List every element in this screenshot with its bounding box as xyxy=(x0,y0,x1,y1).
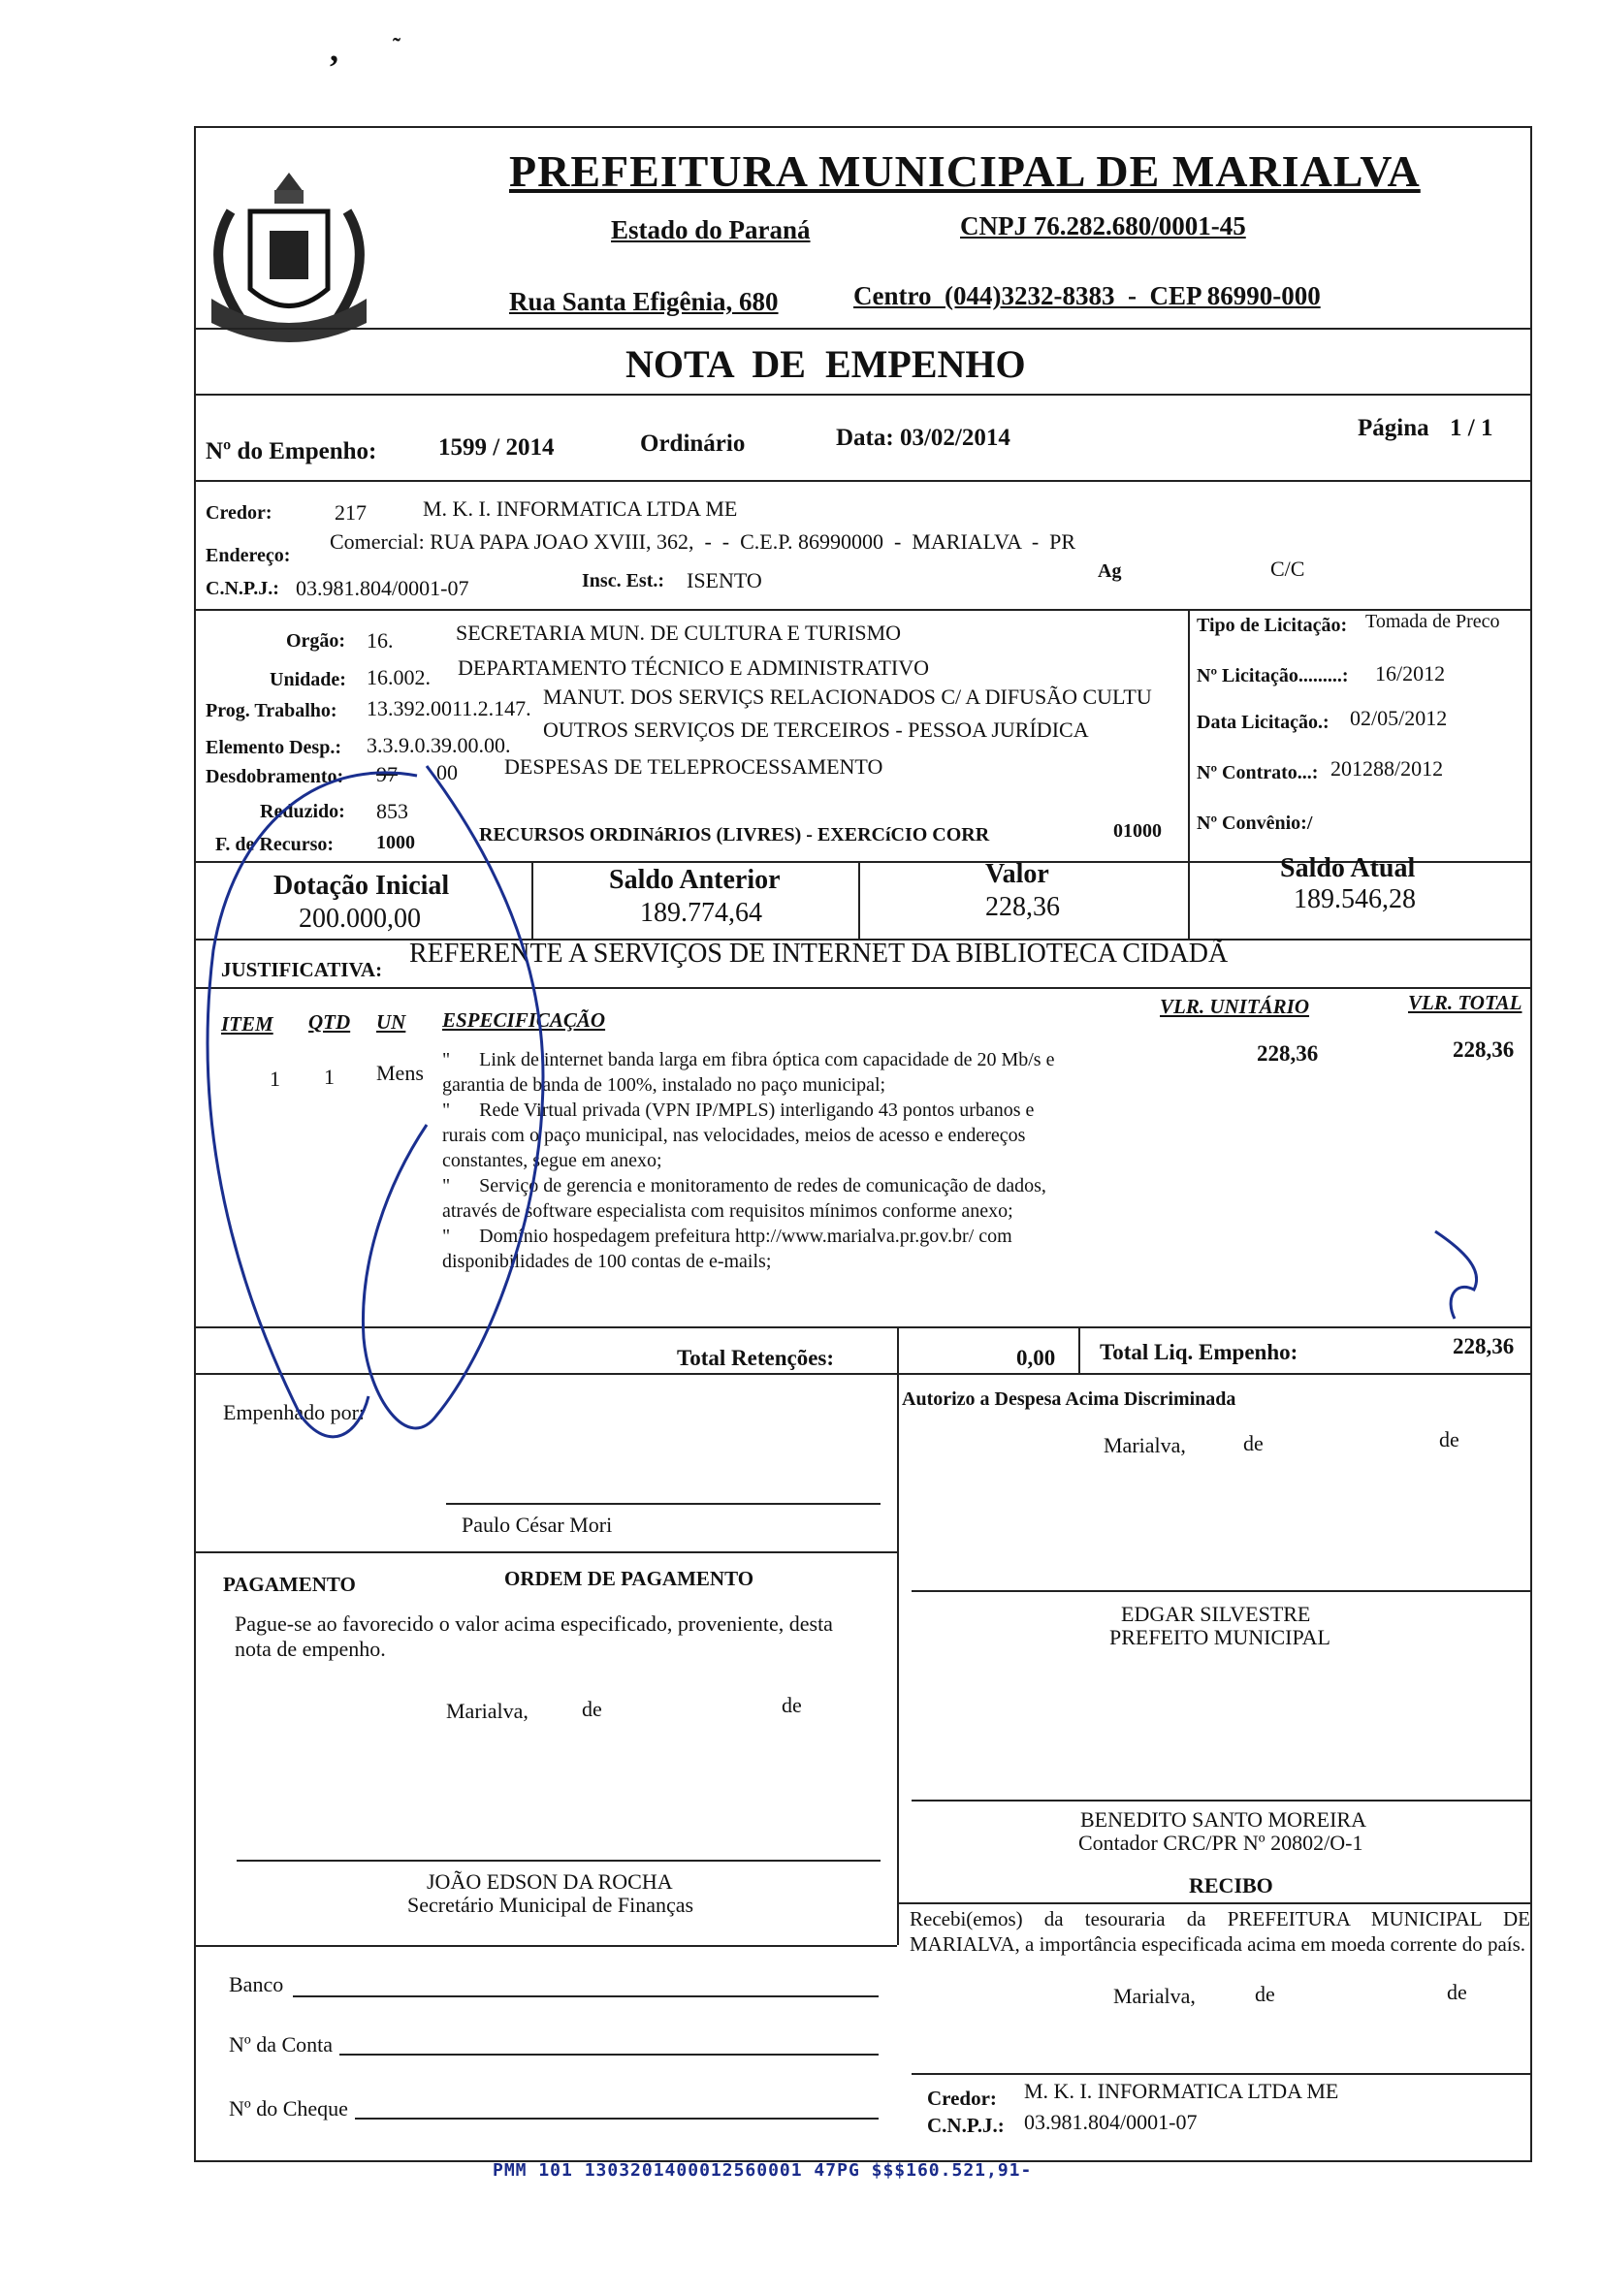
col-item: ITEM xyxy=(221,1012,273,1036)
recibo-de1: de xyxy=(1255,1982,1275,2006)
spec-line: " Link de internet banda larga em fibra óptica com capacidade de 20 Mb/s e xyxy=(442,1049,1055,1070)
item-number: 1 xyxy=(270,1067,280,1091)
signature-line xyxy=(912,2073,1532,2075)
conta-line xyxy=(339,2054,879,2056)
autorizo-de1: de xyxy=(1243,1431,1264,1455)
doc-title: NOTA DE EMPENHO xyxy=(625,342,1026,386)
unidade-code: 16.002. xyxy=(367,665,431,689)
dotacao-label: Dotação Inicial xyxy=(273,871,450,901)
banco-line xyxy=(293,1995,879,1997)
divider xyxy=(194,328,1532,330)
orgao-code: 16. xyxy=(367,628,394,653)
pagamento-place: Marialva, xyxy=(446,1699,529,1723)
autorizo-place: Marialva, xyxy=(1104,1433,1186,1457)
valor-value: 228,36 xyxy=(985,892,1060,922)
divider xyxy=(1188,609,1190,863)
contador-title: Contador CRC/PR Nº 20802/O-1 xyxy=(1078,1831,1363,1855)
divider xyxy=(1188,861,1190,941)
recibo-place: Marialva, xyxy=(1113,1984,1196,2008)
desd-label: Desdobramento: xyxy=(206,766,344,787)
prefeito-title: PREFEITO MUNICIPAL xyxy=(1109,1625,1330,1649)
empenhado-name: Paulo César Mori xyxy=(462,1513,613,1537)
contador-name: BENEDITO SANTO MOREIRA xyxy=(1080,1807,1366,1832)
signature-line xyxy=(237,1860,881,1862)
empenho-type: Ordinário xyxy=(640,430,746,457)
header-district: Centro (044)3232-8383 - CEP 86990-000 xyxy=(853,281,1321,310)
page-label: Página xyxy=(1358,415,1429,441)
retencoes-value: 0,00 xyxy=(1016,1346,1056,1370)
divider xyxy=(858,861,860,941)
signature-line xyxy=(912,1590,1532,1592)
col-un: UN xyxy=(376,1010,406,1034)
recurso-label: F. de Recurso: xyxy=(215,834,335,855)
pagamento-de2: de xyxy=(782,1693,802,1717)
spec-line: " Serviço de gerencia e monitoramento de redes de comunicação de dados, xyxy=(442,1175,1046,1196)
scan-mark: ˜ xyxy=(393,35,400,60)
contrato-label: Nº Contrato...: xyxy=(1197,762,1319,783)
ordem-label: ORDEM DE PAGAMENTO xyxy=(504,1567,754,1590)
divider xyxy=(897,1326,899,1373)
valor-label: Valor xyxy=(985,859,1049,889)
desd-code: 97 xyxy=(376,762,398,786)
desd-name: DESPESAS DE TELEPROCESSAMENTO xyxy=(504,754,883,779)
spec-line: " Rede Virtual privada (VPN IP/MPLS) interligando 43 pontos urbanos e xyxy=(442,1100,1035,1121)
recibo-cnpj-label: C.N.P.J.: xyxy=(927,2114,1005,2137)
recibo-text: Recebi(emos) da tesouraria da PREFEITURA MUNICIPAL DE MARIALVA, a importância especificada acima em moeda corrente do país. xyxy=(910,1907,1530,1956)
unidade-label: Unidade: xyxy=(270,669,346,690)
cnpj-value: 03.981.804/0001-07 xyxy=(296,576,469,600)
empenho-num-value: 1599 / 2014 xyxy=(438,434,555,461)
header-address: Rua Santa Efigênia, 680 xyxy=(509,287,779,316)
empenho-num-label: Nº do Empenho: xyxy=(206,438,377,464)
coat-of-arms-logo xyxy=(192,153,386,362)
autorizo-de2: de xyxy=(1439,1427,1459,1451)
autorizo-label: Autorizo a Despesa Acima Discriminada xyxy=(902,1388,1236,1410)
header-title: PREFEITURA MUNICIPAL DE MARIALVA xyxy=(509,146,1421,196)
data-licitacao-label: Data Licitação.: xyxy=(1197,712,1330,733)
cnpj-label: C.N.P.J.: xyxy=(206,578,279,599)
scan-mark: , xyxy=(330,30,338,69)
signature-line xyxy=(446,1503,881,1505)
data-licitacao-value: 02/05/2012 xyxy=(1350,706,1448,730)
handwritten-scribble xyxy=(194,756,659,1454)
header-cnpj: CNPJ 76.282.680/0001-45 xyxy=(960,211,1246,240)
col-total: VLR. TOTAL xyxy=(1408,991,1522,1014)
elem-name: OUTROS SERVIÇOS DE TERCEIROS - PESSOA JURÍDICA xyxy=(543,718,1089,742)
contrato-value: 201288/2012 xyxy=(1330,756,1444,781)
endereco-value: Comercial: RUA PAPA JOAO XVIII, 362, - - C.E.P. 86990000 - MARIALVA - PR xyxy=(330,529,1076,554)
saldo-anterior-value: 189.774,64 xyxy=(640,898,762,928)
item-qtd: 1 xyxy=(324,1065,335,1089)
col-unit: VLR. UNITÁRIO xyxy=(1160,995,1310,1018)
divider xyxy=(194,609,1532,611)
banco-label: Banco xyxy=(229,1972,284,1996)
insc-value: ISENTO xyxy=(687,568,762,592)
num-licitacao-value: 16/2012 xyxy=(1375,661,1446,686)
spec-line: garantia de banda de 100%, instalado no paço municipal; xyxy=(442,1074,886,1096)
justificativa-text: REFERENTE A SERVIÇOS DE INTERNET DA BIBLIOTECA CIDADÃ xyxy=(409,939,1229,969)
divider xyxy=(897,1373,899,1945)
credor-label: Credor: xyxy=(206,502,272,524)
spec-line: através de software especialista com requisitos mínimos conforme anexo; xyxy=(442,1200,1013,1222)
recurso-code: 1000 xyxy=(376,832,415,853)
item-un: Mens xyxy=(376,1061,424,1085)
credor-code: 217 xyxy=(335,500,367,525)
ag-label: Ag xyxy=(1098,560,1122,582)
footer-code: PMM 101 1303201400012560001 47PG $$$160.521,91- xyxy=(493,2160,1033,2181)
col-qtd: QTD xyxy=(308,1010,351,1034)
secretario-name: JOÃO EDSON DA ROCHA xyxy=(427,1869,673,1894)
liq-value: 228,36 xyxy=(1453,1334,1515,1358)
item-total-value: 228,36 xyxy=(1453,1037,1515,1062)
prog-code: 13.392.0011.2.147. xyxy=(367,696,531,720)
divider xyxy=(1078,1326,1080,1373)
tipo-licitacao-label: Tipo de Licitação: xyxy=(1197,615,1348,636)
orgao-label: Orgão: xyxy=(286,630,346,652)
reduzido-label: Reduzido: xyxy=(260,801,345,822)
insc-label: Insc. Est.: xyxy=(582,570,665,591)
prefeito-name: EDGAR SILVESTRE xyxy=(1121,1602,1311,1626)
spec-line: disponibilidades de 100 contas de e-mails; xyxy=(442,1251,772,1272)
endereco-label: Endereço: xyxy=(206,545,291,566)
dotacao-value: 200.000,00 xyxy=(299,904,421,934)
tipo-licitacao-value: Tomada de Preco xyxy=(1365,611,1500,632)
justificativa-label: JUSTIFICATIVA: xyxy=(221,958,383,981)
signature-line xyxy=(912,1800,1532,1802)
recibo-label: RECIBO xyxy=(1189,1873,1273,1897)
divider xyxy=(194,480,1532,482)
divider xyxy=(194,394,1532,396)
elem-label: Elemento Desp.: xyxy=(206,737,341,758)
recibo-cnpj-value: 03.981.804/0001-07 xyxy=(1024,2110,1198,2134)
prog-label: Prog. Trabalho: xyxy=(206,700,337,721)
pagamento-label: PAGAMENTO xyxy=(223,1573,356,1596)
handwritten-check xyxy=(1426,1222,1503,1328)
col-spec: ESPECIFICAÇÃO xyxy=(442,1008,606,1032)
cheque-label: Nº do Cheque xyxy=(229,2096,348,2121)
desd-sub: 00 xyxy=(436,760,458,784)
retencoes-label: Total Retenções: xyxy=(677,1346,835,1370)
unidade-name: DEPARTAMENTO TÉCNICO E ADMINISTRATIVO xyxy=(458,655,930,680)
header-state: Estado do Paraná xyxy=(611,215,811,244)
saldo-atual-value: 189.546,28 xyxy=(1294,884,1416,914)
divider xyxy=(194,1551,897,1553)
empenhado-label: Empenhado por: xyxy=(223,1400,366,1424)
recibo-de2: de xyxy=(1447,1980,1467,2004)
saldo-anterior-label: Saldo Anterior xyxy=(609,865,781,895)
reduzido-value: 853 xyxy=(376,799,408,823)
conta-label: Nº da Conta xyxy=(229,2032,334,2057)
recurso-name: RECURSOS ORDINáRIOS (LIVRES) - EXERCíCIO CORR xyxy=(479,824,990,845)
prog-name: MANUT. DOS SERVIÇS RELACIONADOS C/ A DIFUSÃO CULTU xyxy=(543,685,1152,709)
spec-line: constantes, segue em anexo; xyxy=(442,1150,662,1171)
pague-text: Pague-se ao favorecido o valor acima especificado, proveniente, desta nota de empenho. xyxy=(235,1611,833,1661)
liq-label: Total Liq. Empenho: xyxy=(1100,1340,1298,1364)
convenio-label: Nº Convênio:/ xyxy=(1197,813,1313,834)
cheque-line xyxy=(355,2118,879,2120)
divider xyxy=(194,1945,897,1947)
empenho-date: Data: 03/02/2014 xyxy=(836,425,1010,451)
recibo-credor-label: Credor: xyxy=(927,2087,997,2110)
credor-name: M. K. I. INFORMATICA LTDA ME xyxy=(423,496,738,521)
orgao-name: SECRETARIA MUN. DE CULTURA E TURISMO xyxy=(456,621,902,645)
saldo-atual-label: Saldo Atual xyxy=(1280,853,1416,883)
recurso-num: 01000 xyxy=(1113,820,1162,842)
elem-code: 3.3.9.0.39.00.00. xyxy=(367,733,511,757)
page-value: 1 / 1 xyxy=(1450,415,1493,441)
item-unit-value: 228,36 xyxy=(1257,1041,1319,1066)
divider xyxy=(897,1902,1532,1904)
num-licitacao-label: Nº Licitação.........: xyxy=(1197,665,1349,686)
spec-line: " Domínio hospedagem prefeitura http://www.marialva.pr.gov.br/ com xyxy=(442,1226,1012,1247)
recibo-credor-value: M. K. I. INFORMATICA LTDA ME xyxy=(1024,2079,1339,2103)
cc-label: C/C xyxy=(1270,557,1305,581)
spec-line: rurais com o paço municipal, nas velocidades, meios de acesso e endereços xyxy=(442,1125,1026,1146)
pagamento-de1: de xyxy=(582,1697,602,1721)
secretario-title: Secretário Municipal de Finanças xyxy=(407,1893,694,1917)
